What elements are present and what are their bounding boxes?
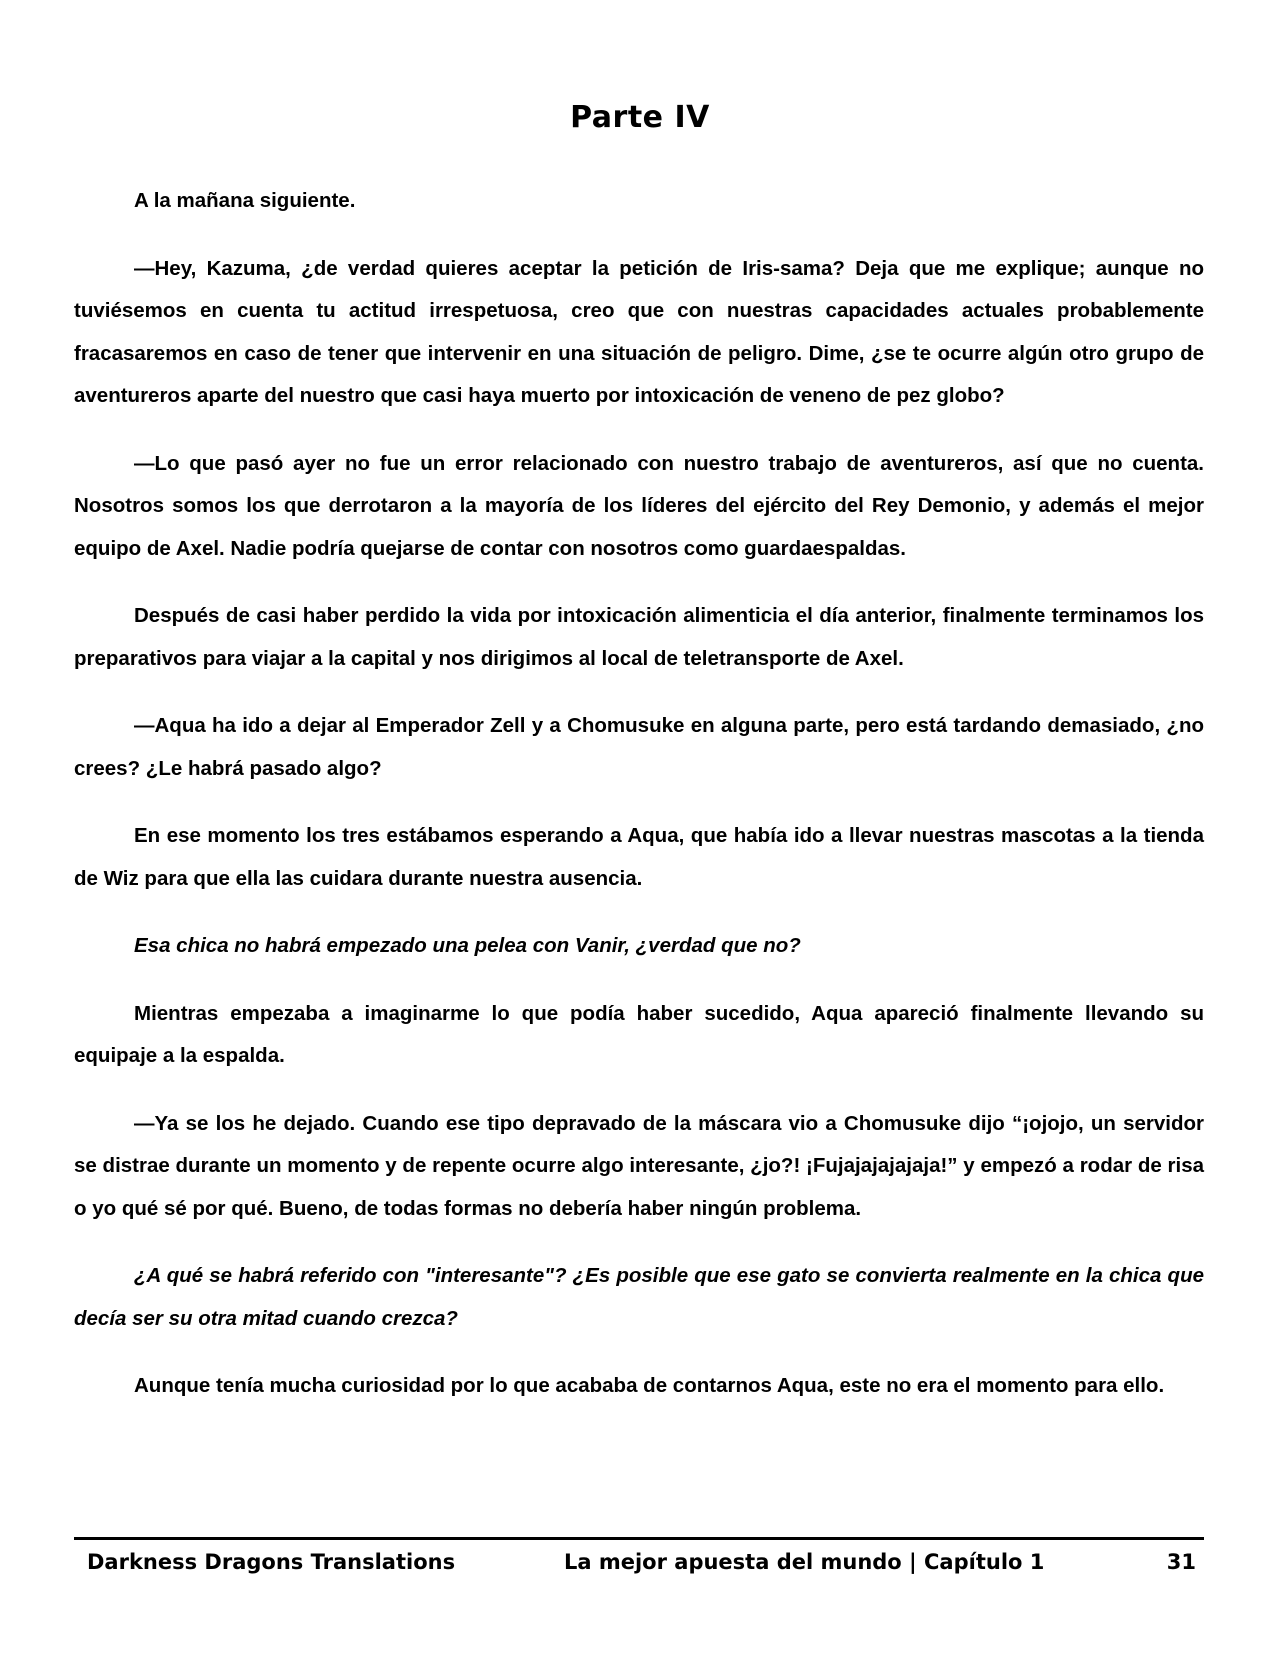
- page-footer: [74, 1550, 1204, 1584]
- footer-divider: [74, 1537, 1204, 1540]
- section-title: Parte IV: [570, 100, 710, 135]
- paragraph-4: Después de casi haber perdido la vida por intoxicación alimenticia el día anterior, finalmente terminamos los preparativos para viajar a la capital y nos dirigimos al local de teletransporte de Axel.: [74, 604, 1204, 670]
- paragraph-2: —Hey, Kazuma, ¿de verdad quieres aceptar la petición de Iris-sama? Deja que me explique; aunque no tuviésemos en cuenta tu actitud irrespetuosa, creo que con nuestras capacidades actuales probablemente fracasaremos en caso de tener que intervenir en una situación de peligro. Dime, ¿se te ocurre algún otro grupo de aventureros aparte del nuestro que casi haya muerto por intoxicación de veneno de pez globo?: [74, 256, 1204, 407]
- footer-chapter: La mejor apuesta del mundo | Capítulo 1: [564, 1550, 1045, 1574]
- paragraph-5: —Aqua ha ido a dejar al Emperador Zell y a Chomusuke en alguna parte, pero está tardando demasiado, ¿no crees? ¿Le habrá pasado algo?: [74, 714, 1204, 780]
- paragraph-11: Aunque tenía mucha curiosidad por lo que acababa de contarnos Aqua, este no era el momento para ello.: [134, 1374, 1165, 1397]
- paragraph-7: Esa chica no habrá empezado una pelea con Vanir, ¿verdad que no?: [134, 934, 801, 957]
- paragraph-6: En ese momento los tres estábamos esperando a Aqua, que había ido a llevar nuestras mascotas a la tienda de Wiz para que ella las cuidara durante nuestra ausencia.: [74, 824, 1204, 890]
- page-number: 31: [1166, 1550, 1196, 1574]
- footer-publisher: Darkness Dragons Translations: [87, 1550, 456, 1574]
- body-text: [74, 180, 1204, 1433]
- paragraph-8: Mientras empezaba a imaginarme lo que podía haber sucedido, Aqua apareció finalmente llevando su equipaje a la espalda.: [74, 1001, 1204, 1067]
- paragraph-9: —Ya se los he dejado. Cuando ese tipo depravado de la máscara vio a Chomusuke dijo “¡ojojo, un servidor se distrae durante un momento y de repente ocurre algo interesante, ¿jo?! ¡Fujajajajajaja!” y empezó a rodar de risa o yo qué sé por qué. Bueno, de todas formas no debería haber ningún problema.: [74, 1111, 1204, 1220]
- paragraph-3: —Lo que pasó ayer no fue un error relacionado con nuestro trabajo de aventureros, así que no cuenta. Nosotros somos los que derrotaron a la mayoría de los líderes del ejército del Rey Demonio, y además el mejor equipo de Axel. Nadie podría quejarse de contar con nosotros como guardaespaldas.: [74, 451, 1204, 560]
- paragraph-1: A la mañana siguiente.: [134, 189, 356, 212]
- paragraph-10: ¿A qué se habrá referido con "interesante"? ¿Es posible que ese gato se convierta realmente en la chica que decía ser su otra mitad cuando crezca?: [74, 1264, 1204, 1330]
